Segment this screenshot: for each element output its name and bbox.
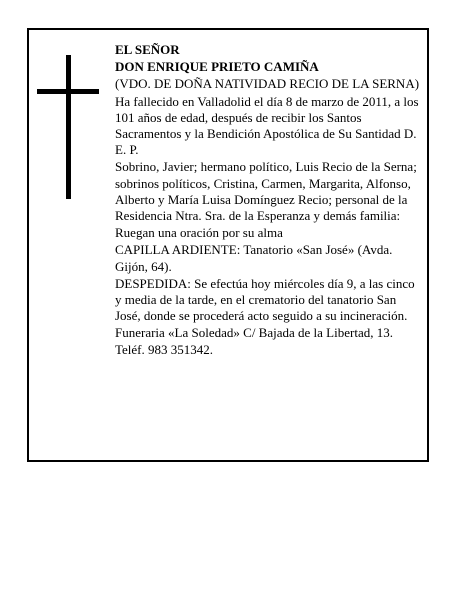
chapel-paragraph: CAPILLA ARDIENTE: Tanatorio «San José» (Avda. Gijón, 64). bbox=[115, 242, 393, 274]
prayer-request: Ruegan una oración por su alma bbox=[115, 225, 283, 241]
obituary-text bbox=[115, 42, 421, 359]
widower-line: (VDO. DE DOÑA NATIVIDAD RECIO DE LA SERNA) bbox=[115, 76, 420, 92]
deceased-name: DON ENRIQUE PRIETO CAMIÑA bbox=[115, 59, 319, 75]
death-paragraph: Ha fallecido en Valladolid el día 8 de marzo de 2011, a los 101 años de edad, después de recibir los Santos Sacramentos y la Bendición Apostólica de Su Santidad D. E. P. bbox=[115, 93, 419, 158]
obituary-notice bbox=[27, 28, 429, 462]
heading-title: EL SEÑOR bbox=[115, 42, 180, 57]
cross-vertical-bar bbox=[66, 55, 71, 199]
farewell-paragraph: DESPEDIDA: Se efectúa hoy miércoles día 9, a las cinco y media de la tarde, en el crematorio del tanatorio San José, donde se procederá acto seguido a su incineración. bbox=[115, 275, 415, 324]
family-paragraph: Sobrino, Javier; hermano político, Luis Recio de la Serna; sobrinos políticos, Cristina, Carmen, Margarita, Alfonso, Alberto y María Luisa Domínguez Recio; personal de la Residencia Ntra. Sra. de la Esperanza y demás familia: bbox=[115, 159, 417, 224]
cross-horizontal-bar bbox=[37, 89, 99, 94]
funeral-home-paragraph: Funeraria «La Soledad» C/ Bajada de la Libertad, 13. Teléf. 983 351342. bbox=[115, 325, 393, 357]
latin-cross-icon bbox=[37, 55, 99, 199]
